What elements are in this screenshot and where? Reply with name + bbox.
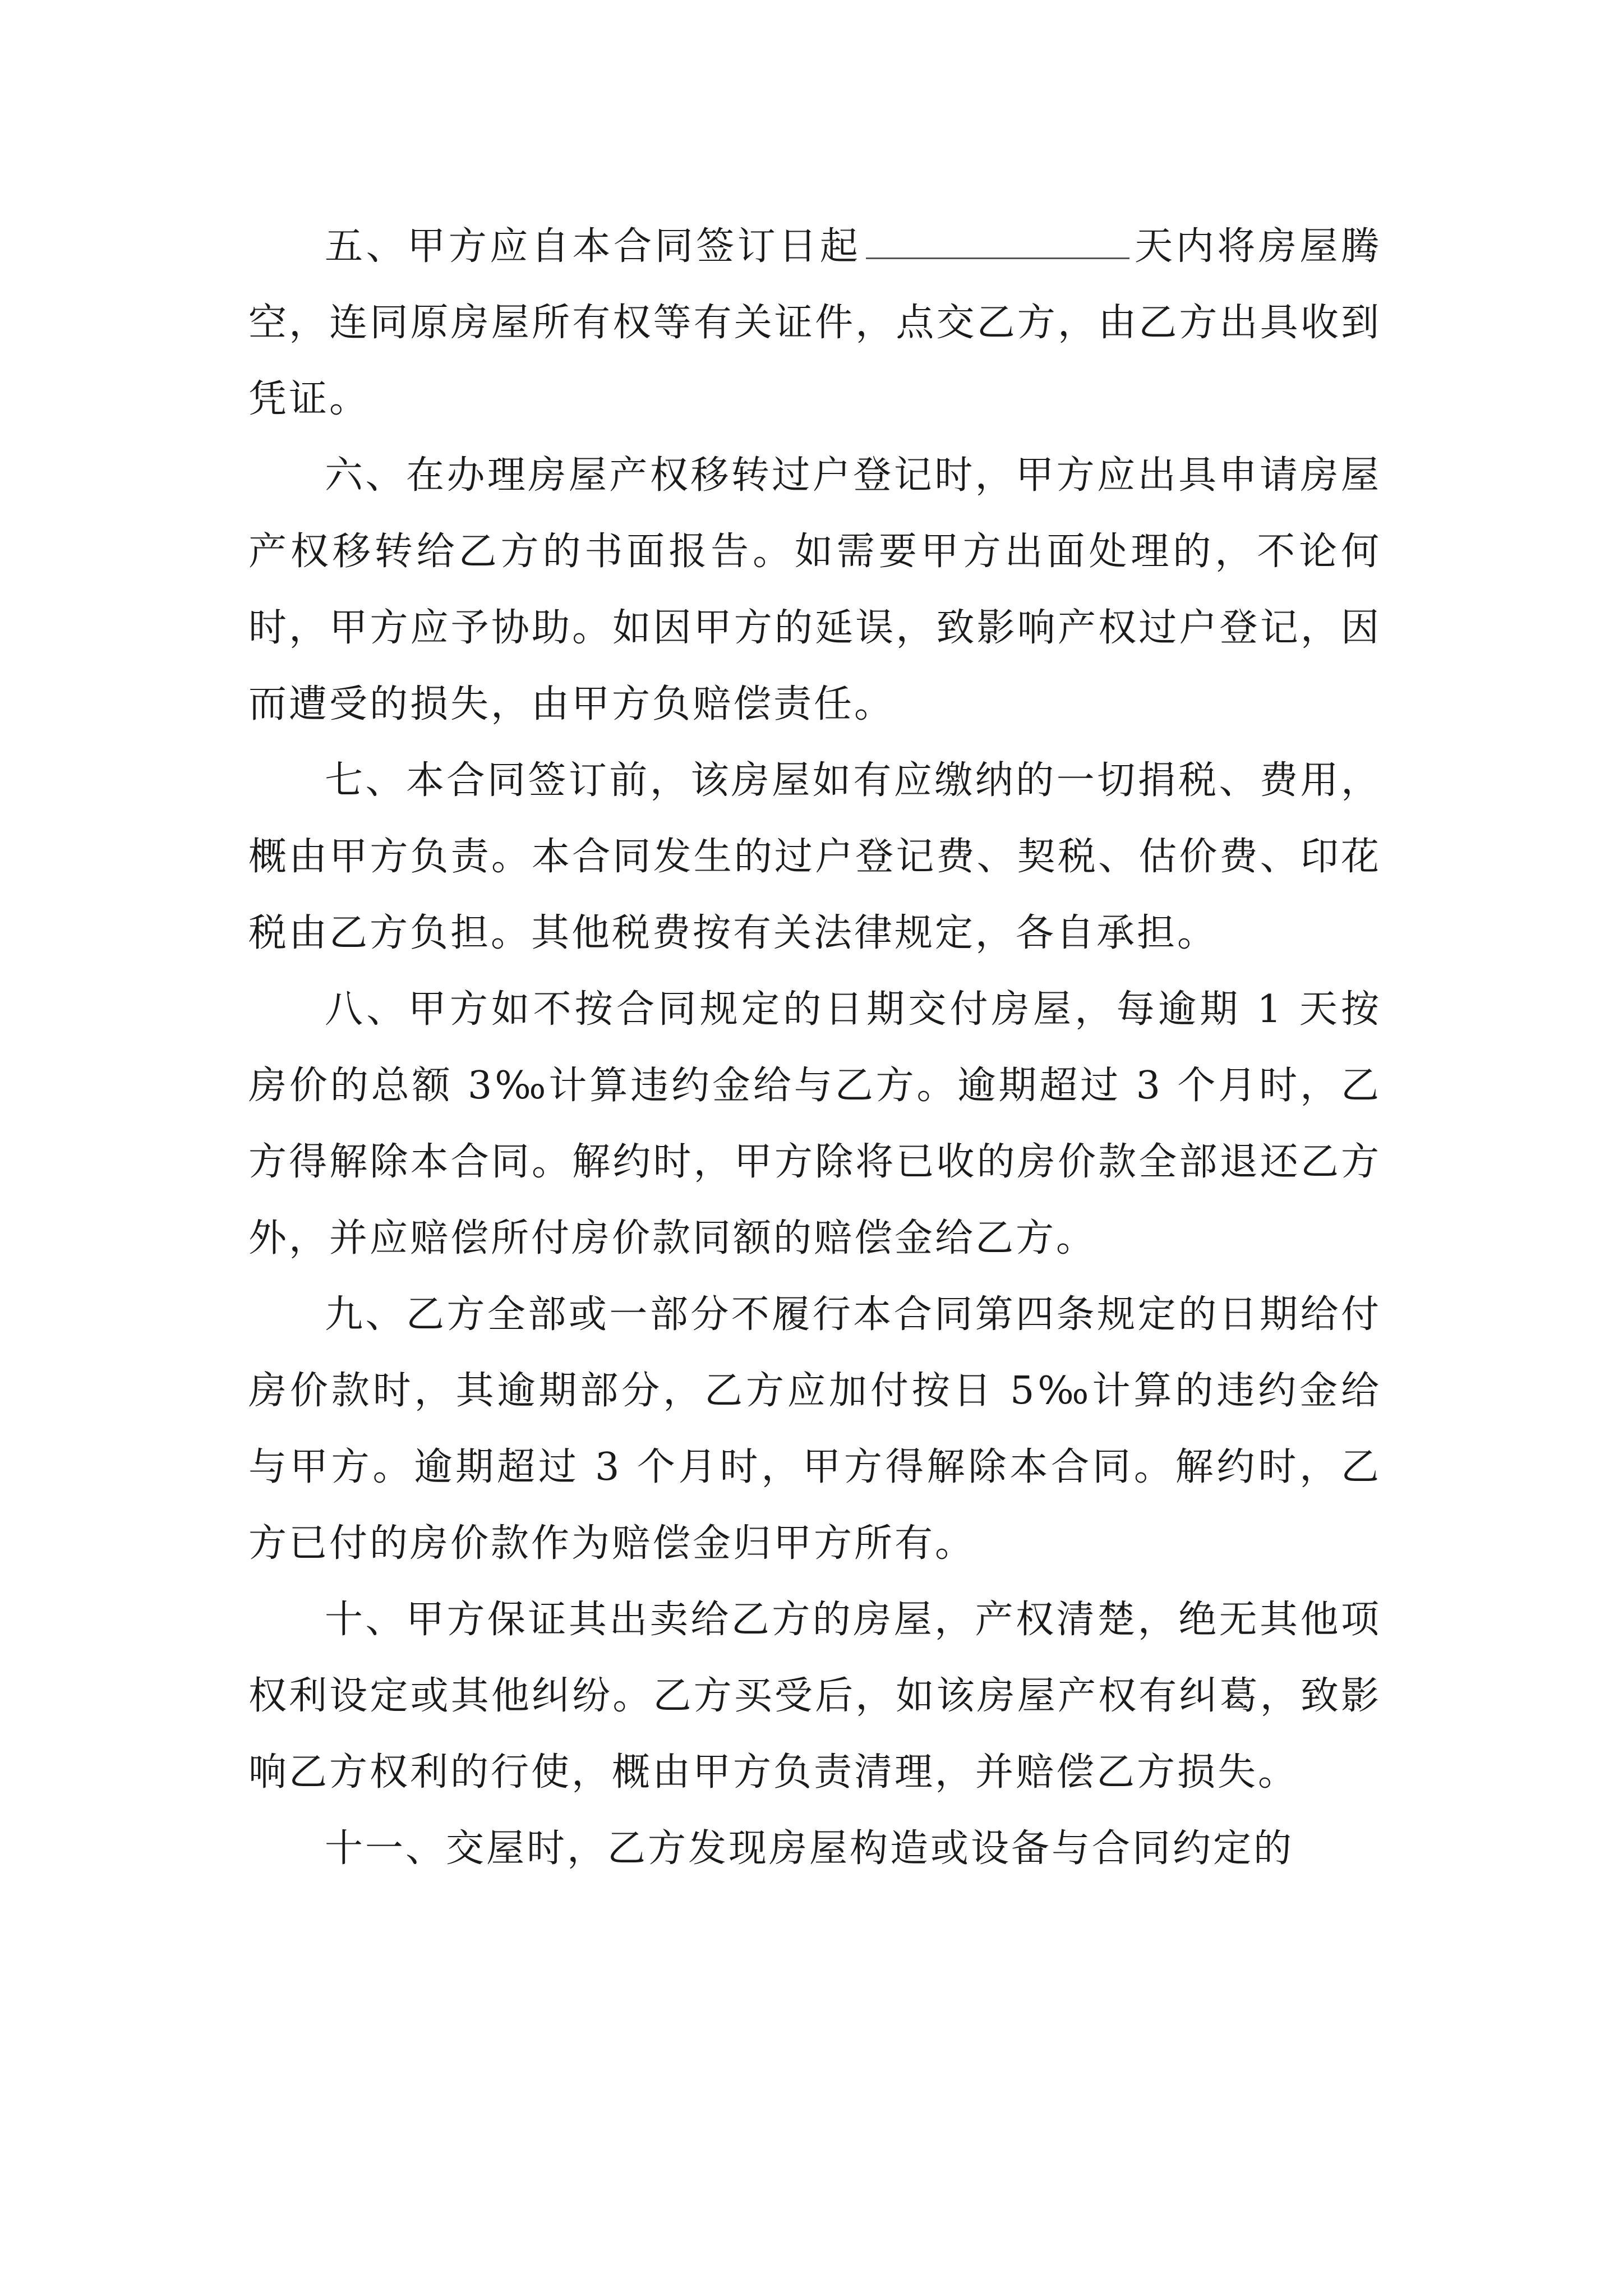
clause-11: 十一、交屋时，乙方发现房屋构造或设备与合同约定的 [325,1826,1294,1871]
clause-7: 七、本合同签订前，该房屋如有应缴纳的一切捐税、费用，概由甲方负责。本合同发生的过户登记费、契税、估价费、印花税由乙方负担。其他税费按有关法律规定，各自承担。 [248,758,1381,955]
clause-6: 六、在办理房屋产权移转过户登记时，甲方应出具申请房屋产权移转给乙方的书面报告。如需要甲方出面处理的，不论何时，甲方应予协助。如因甲方的延误，致影响产权过户登记，因而遭受的损失，由甲方负赔偿责任。 [248,453,1381,726]
contract-body [248,209,1381,1887]
clause-5-text-after: 天内将房屋腾空，连同原房屋所有权等有关证件，点交乙方，由乙方出具收到凭证。 [248,224,1381,421]
clause-8: 八、甲方如不按合同规定的日期交付房屋，每逾期 1 天按房价的总额 3‰计算违约金给与乙方。逾期超过 3 个月时，乙方得解除本合同。解约时，甲方除将已收的房价款全部退还乙方外，并应赔偿所付房价款同额的赔偿金给乙方。 [248,987,1381,1260]
clause-5-text-before: 五、甲方应自本合同签订日起 [325,224,861,269]
clause-9: 九、乙方全部或一部分不履行本合同第四条规定的日期给付房价款时，其逾期部分，乙方应加付按日 5‰计算的违约金给与甲方。逾期超过 3 个月时，甲方得解除本合同。解约时，乙方已付的房价款作为赔偿金归甲方所有。 [248,1292,1381,1566]
clause-5 [248,209,1381,438]
days-blank-field [866,224,1129,259]
clause-10: 十、甲方保证其出卖给乙方的房屋，产权清楚，绝无其他项权利设定或其他纠纷。乙方买受后，如该房屋产权有纠葛，致影响乙方权利的行使，概由甲方负责清理，并赔偿乙方损失。 [248,1598,1381,1795]
